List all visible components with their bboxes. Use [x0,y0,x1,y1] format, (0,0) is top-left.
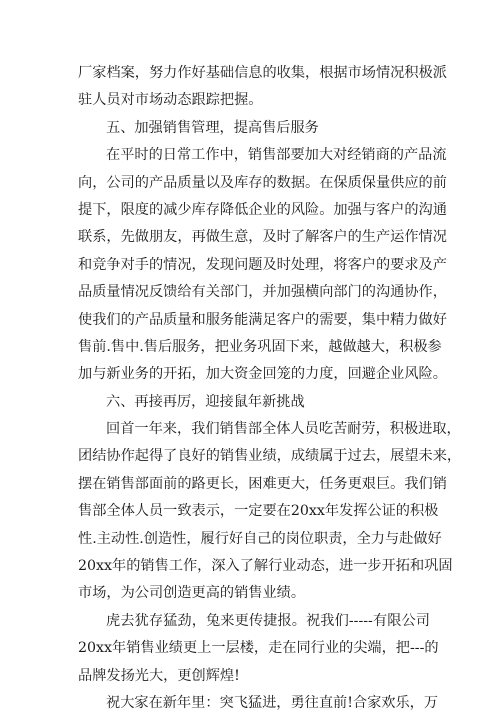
text-line: 售前.售中.售后服务，把业务巩固下来，越做越大，积极参 [78,338,442,355]
text-line: 厂家档案，努力作好基础信息的收集，根据市场情况积极派 [78,65,447,81]
text-line: 性.主动性.创造性，履行好自己的岗位职责，全力与赴做好 [78,530,442,547]
text-line: 加与新业务的开拓，加大资金回笼的力度，回避企业风险。 [78,366,447,383]
text-line: 驻人员对市场动态跟踪把握。 [78,92,263,109]
text-line: 团结协作起得了良好的销售业绩，成绩属于过去，展望未来， [78,448,462,465]
text-line: 使我们的产品质量和服务能满足客户的需要，集中精力做好 [78,311,447,328]
text-line: 回首一年来，我们销售部全体人员吃苦耐劳，积极进取， [106,421,461,438]
text-line: 品质量情况反馈给有关部门，并加强横向部门的沟通协作， [78,284,447,301]
text-line: 市场，为公司创造更高的销售业绩。 [78,585,306,602]
text-line: 祝大家在新年里：突飞猛进，勇往直前!合家欢乐，万 [106,694,439,711]
text-line: 20xx年销售业绩更上一层楼，走在同行业的尖端，把---的 [78,640,439,657]
text-line: 在平时的日常工作中，销售部要加大对经销商的产品流 [106,147,447,164]
text-line: 虎去犹存猛劲，兔来更传捷报。祝我们-----有限公司 [106,612,430,629]
text-line: 20xx年的销售工作，深入了解行业动态，进一步开拓和巩固 [78,558,453,575]
body-text [78,60,462,717]
text-line: 五、加强销售管理，提高售后服务 [106,119,319,136]
text-line: 品牌发扬光大，更创辉煌! [78,667,240,684]
text-line: 向，公司的产品质量以及库存的数据。在保质保量供应的前 [78,174,447,191]
text-line: 提下，限度的减少库存降低企业的风险。加强与客户的沟通 [78,201,447,218]
text-line: 六、再接再厉，迎接鼠年新挑战 [106,393,305,410]
text-line: 售部全体人员一致表示，一定要在20xx年发挥公证的积极 [78,503,439,520]
text-line: 联系，先做朋友，再做生意，及时了解客户的生产运作情况 [78,229,447,246]
text-line: 和竞争对手的情况，发现问题及时处理，将客户的要求及产 [78,256,447,273]
text-line: 摆在销售部面前的路更长，困难更大，任务更艰巨。我们销 [78,475,447,492]
